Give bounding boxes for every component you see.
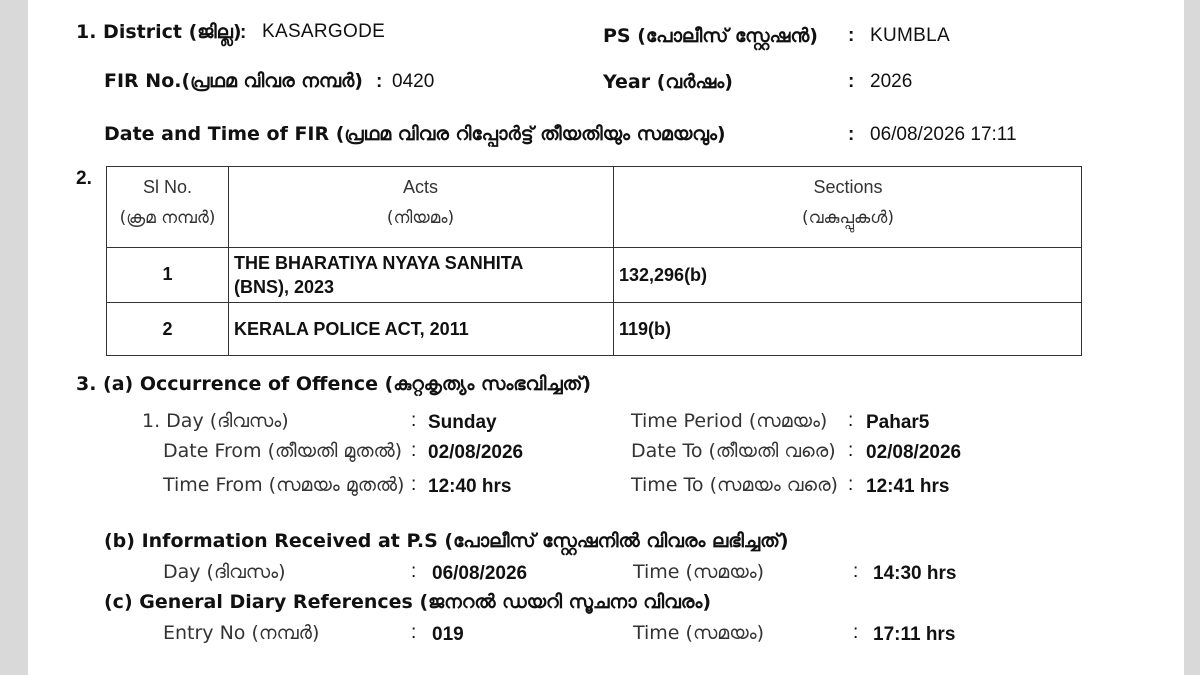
header-acts-ml: (നിയമം)	[386, 208, 455, 228]
day-value: Sunday	[428, 412, 497, 433]
row-2-sl: 2	[162, 319, 173, 339]
year-colon: :	[848, 71, 855, 92]
ps-label: PS (പോലീസ് സ്റ്റേഷൻ)	[603, 25, 818, 47]
fir-no-label: FIR No.(പ്രഥമ വിവര നമ്പർ)	[104, 70, 363, 92]
section-3b-heading: (b) Information Received at P.S (പോലീസ് സ്റ്റേഷനിൽ വിവരം ലഭിച്ചത്)	[104, 530, 789, 552]
time-from-label: Time From (സമയം മുതൽ)	[163, 474, 405, 496]
b-time-colon: :	[853, 561, 859, 582]
year-value: 2026	[870, 71, 913, 92]
fir-no-colon: :	[376, 71, 383, 92]
header-sl-no: Sl No.	[142, 177, 193, 197]
c-time-value: 17:11 hrs	[873, 624, 956, 645]
ps-colon: :	[848, 25, 855, 46]
fir-no-value: 0420	[392, 71, 435, 92]
acts-sections-table	[106, 166, 1082, 356]
time-to-label: Time To (സമയം വരെ)	[631, 474, 838, 496]
b-day-label: Day (ദിവസം)	[163, 561, 286, 583]
fir-datetime-colon: :	[848, 124, 855, 145]
entry-no-value: 019	[432, 624, 464, 645]
date-from-label: Date From (തീയതി മുതൽ)	[163, 440, 403, 462]
year-label: Year (വർഷം)	[603, 71, 733, 93]
time-to-colon: :	[848, 474, 854, 495]
header-sections: Sections	[813, 177, 883, 197]
entry-no-colon: :	[411, 622, 417, 643]
district-value: KASARGODE	[262, 21, 386, 42]
fir-datetime-label: Date and Time of FIR (പ്രഥമ വിവര റിപ്പോർട്ട് തീയതിയും സമയവും)	[104, 123, 726, 145]
time-from-colon: :	[411, 474, 417, 495]
date-to-label: Date To (തീയതി വരെ)	[631, 440, 836, 462]
b-time-label: Time (സമയം)	[633, 561, 765, 583]
b-day-colon: :	[411, 561, 417, 582]
fir-datetime-value: 06/08/2026 17:11	[870, 124, 1017, 145]
row-1-act-line1: THE BHARATIYA NYAYA SANHITA	[234, 253, 524, 273]
section-2-number: 2.	[76, 168, 92, 189]
row-1-act-line2: (BNS), 2023	[234, 277, 335, 297]
section-3a-heading: 3. (a) Occurrence of Offence (കുറ്റകൃത്യം സംഭവിച്ചത്)	[76, 373, 592, 395]
c-time-colon: :	[853, 622, 859, 643]
entry-no-label: Entry No (നമ്പർ)	[163, 622, 320, 644]
time-from-value: 12:40 hrs	[428, 476, 512, 497]
header-acts: Acts	[402, 177, 438, 197]
date-to-colon: :	[848, 440, 854, 461]
header-sections-ml: (വകുപ്പുകൾ)	[802, 208, 894, 228]
time-period-label: Time Period (സമയം)	[631, 410, 828, 432]
fir-document	[28, 0, 1184, 675]
time-to-value: 12:41 hrs	[866, 476, 950, 497]
date-from-colon: :	[411, 440, 417, 461]
section-3c-heading: (c) General Diary References (ജനറൽ ഡയറി സൂചനാ വിവരം)	[104, 591, 712, 613]
header-sl-no-ml: (ക്രമ നമ്പർ)	[119, 208, 216, 228]
date-from-value: 02/08/2026	[428, 442, 524, 463]
district-colon: :	[240, 22, 247, 43]
b-time-value: 14:30 hrs	[873, 563, 957, 584]
row-1-sl: 1	[162, 264, 173, 284]
row-1-sections: 132,296(b)	[619, 265, 708, 285]
day-label: 1. Day (ദിവസം)	[142, 410, 289, 432]
time-period-value: Pahar5	[866, 412, 930, 433]
time-period-colon: :	[848, 410, 854, 431]
row-2-sections: 119(b)	[619, 319, 672, 339]
b-day-value: 06/08/2026	[432, 563, 528, 584]
district-label: 1. District (ജില്ല)	[76, 21, 242, 43]
day-colon: :	[411, 410, 417, 431]
ps-value: KUMBLA	[870, 25, 950, 46]
c-time-label: Time (സമയം)	[633, 622, 765, 644]
date-to-value: 02/08/2026	[866, 442, 962, 463]
row-2-act-line1: KERALA POLICE ACT, 2011	[234, 319, 469, 339]
